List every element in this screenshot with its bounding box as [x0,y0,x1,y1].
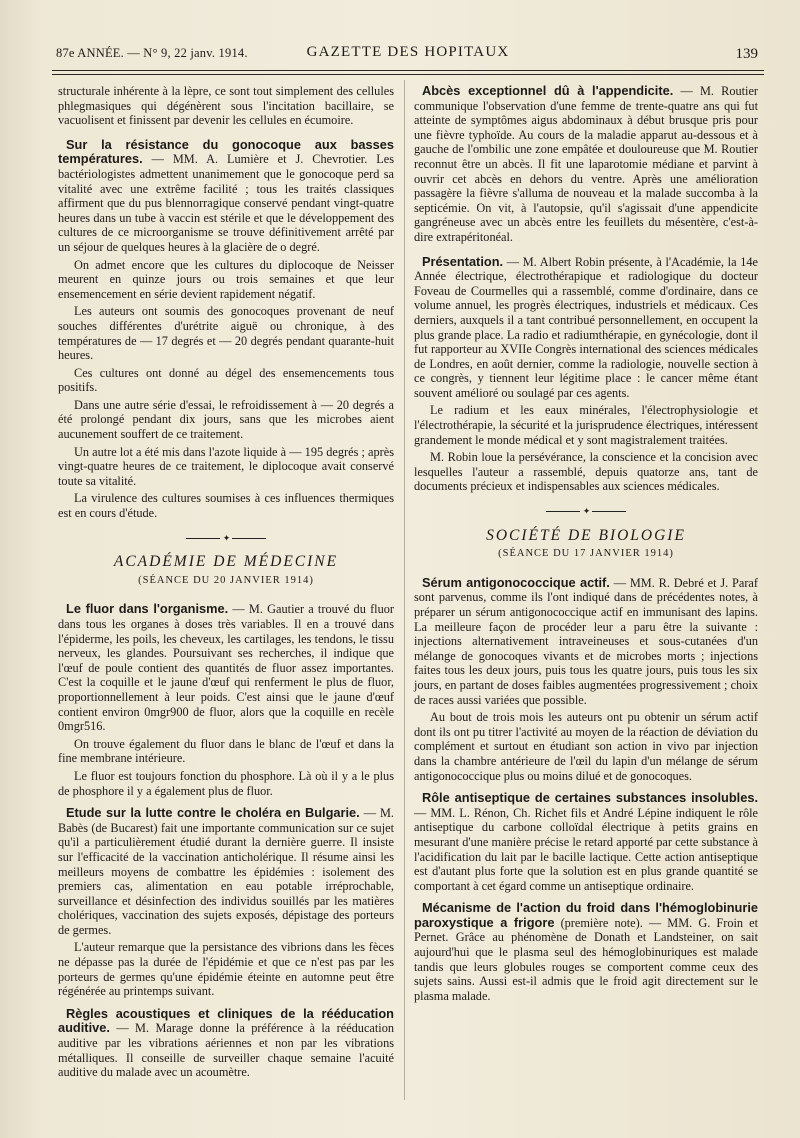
section-title-academie: ACADÉMIE DE MÉDECINE [113,553,339,571]
section-title-societe: SOCIÉTÉ DE BIOLOGIE [486,526,686,544]
article-acoustique [58,1007,394,1080]
article-intro: — MM. A. Lumière et J. Chevrotier. Les bactériologistes admettent unanimement que le gonocoque perd sa vitalité avec une extrême facilité ; tous les traités classiques affirment que du pus blennorragique conservé pendant vingt-quatre heures dans un tube à vaccin est stérile et que le développement des cultures de ce microorganisme se trouve définitivement arrêté par un séjour de quelques heures à la glacière de o degré. [58,152,394,254]
journal-title: GAZETTE DES HOPITAUX [306,44,510,60]
article-intro: — M. Albert Robin présente, à l'Académie, la 14e Année électrique, électrothérapique et radiologique du docteur Foveau de Courmelles qui a rassemblé, comme d'ordinaire, dans ce volume annuel, les progrès électriques, industriels et médicaux. Ces derniers, auxquels il a tant contribué personnellement, en occupent la plus grande place. La radio et radiumthérapie, en gynécologie, dont il fut rapporteur au XVIIe Congrès international des sciences médicales de Londres, en août dernier, comme la radiologie, nouvelle section à ce congrès, y tiennent leur légitime place : le cancer même étant souvent amélioré ou soulagé par ces agents. [414,254,758,400]
article-gonocoque [58,138,394,521]
paragraph: Le radium et les eaux minérales, l'électrophysiologie et l'électrothérapie, la sécurité et la jurisprudence électriques, intéressent grandement le monde médical et y sont magistralement traitées. [414,403,758,447]
paragraph: M. Robin loue la persévérance, la conscience et la concision avec lesquelles l'auteur a rassemblé, depuis quatorze ans, tant de documents précieux et indispensables aux sciences médicales. [414,450,758,494]
article-serum [414,576,758,783]
paragraph: Ces cultures ont donné au dégel des ensemencements tous positifs. [58,365,394,395]
right-column [414,84,758,1006]
left-column [58,84,394,1083]
article-title: Présentation. [422,253,504,269]
article-role [414,791,758,893]
header-rule [52,70,764,71]
article-intro: — MM. G. Froin et Pernet. Grâce au phénomène de Donath et Landsteiner, on sait aujourd'hui que le plasma seul des hémoglobinuriques est malade tandis que leurs globules rouges se comportent comme ceux des sujets sains. Aussi est-il admis que le froid agit directement sur le plasma malade. [414,915,759,1003]
seance-date: (SÉANCE DU 20 JANVIER 1914) [138,574,314,586]
article-intro: — M. Babès (de Bucarest) fait une importante communication sur ce sujet qu'il a particulièrement étudié durant la dernière guerre. Il insiste sur l'efficacité de la vaccination anticholérique. Il résume ainsi les meilleurs moyens de combattre les épidémies : isolement des premiers cas, alimentation en eau potable irréprochable, surveillance et désinfection des individus souillés par les matières cholériques, vaccination des sujets exposés, dépistage des porteurs de germes. [58,806,394,937]
paragraph: La virulence des cultures soumises à ces influences thermiques est en cours d'étude. [58,491,394,521]
header-rule-thin [52,74,764,75]
seance-date: (SÉANCE DU 17 JANVIER 1914) [498,548,674,560]
article-froid [414,901,758,1003]
paragraph: L'auteur remarque que la persistance des vibrions dans les fèces ne dépasse pas la durée de l'épidémie et que ce n'est pas par les porteurs de germes qu'une épidémie éteinte en automne peut être régénérée au printemps suivant. [58,940,394,999]
article-title: Règles acoustiques et cliniques de la rééducation auditive. [58,1005,394,1036]
page-header [52,44,764,66]
paragraph: On admet encore que les cultures du diplocoque de Neisser meurent en quinze jours ou trois semaines et que leur ensemencement en série devient rapidement négatif. [58,257,394,301]
article-title: Rôle antiseptique de certaines substances insolubles. [422,790,758,806]
article-title: Sérum antigonococcique actif. [422,574,610,590]
article-title: Mécanisme de l'action du froid dans l'hémoglobinurie paroxystique a frigore [414,900,758,930]
paragraph: Au bout de trois mois les auteurs ont pu obtenir un sérum actif dont ils ont pu titrer l'activité au moyen de la réaction de déviation du complément et surtout en étudiant son action in vivo par injection dans la chambre antérieure de l'œil du lapin d'un mélange de sérum antigonococcique plus ou moins dilué et de gonocoques. [414,710,758,783]
article-intro: — MM. R. Debré et J. Paraf sont parvenus, comme ils l'ont indiqué dans de précédentes notes, à préparer un sérum antigonococcique actif en immunisant des lapins. La meilleure façon de procéder leur a paru être la suivante : injections alternativement intraveineuses et sous-cutanées d'un mélange de gonocoques vivants et de microbes morts ; injections faites tous les deux jours, puis tous les quatre jours, puis tous les six jours, en partant de doses faibles augmentées progressivement ; choix de races aussi variées que possible. [414,575,758,707]
issue-info: 87e ANNÉE. — N° 9, 22 janv. 1914. [56,46,248,60]
paragraph: On trouve également du fluor dans le blanc de l'œuf et dans la fine membrane intérieure. [58,736,394,766]
ornament-divider: ✦ [414,504,758,519]
article-fluor [58,602,394,798]
article-title: Le fluor dans l'organisme. [66,601,229,617]
article-cholera [58,806,394,999]
ornament-divider: ✦ [58,531,394,546]
article-intro: — MM. L. Rénon, Ch. Richet fils et André Lépine indiquent le rôle antiseptique du carbone colloïdal électrique à petits grains en mesurant d'une manière précise le retard apporté par cette substance à l'acidification du lait par le bacille lactique. Cette action antiseptique est d'autant plus forte que la solution est en plus grande quantité se comportant à cet égard comme un antiseptique ordinaire. [414,805,758,893]
article-title: Sur la résistance du gonocoque aux basses températures. [58,136,394,167]
article-presentation [414,255,758,495]
article-title: Etude sur la lutte contre le choléra en Bulgarie. [66,805,360,821]
page-number: 139 [735,46,758,62]
column-divider [404,80,405,1100]
article-intro: — M. Marage donne la préférence à la rééducation auditive par les vibrations aériennes et non par les vibrations métalliques. Il conseille de surveiller chaque semaine l'acuité auditive du malade avec un acoumètre. [58,1021,394,1080]
article-intro: — M. Gautier a trouvé du fluor dans tous les organes à doses très variables. Il en a trouvé dans l'épiderme, les poils, les cheveux, les cartilages, les tendons, le tissu nerveux, les glandes. Poursuivant ses recherches, il indique que l'œuf de poule contient des quantités de fluor assez importantes. C'est la coquille et le jaune d'œuf qui renferment le plus de fluor, proportionnellement à leur poids. C'est ainsi que le jaune d'œuf contient environ 0mgr900 de fluor, alors que la coquille en recèle 0mgr516. [58,602,394,734]
paragraph: Le fluor est toujours fonction du phosphore. Là où il y a le plus de phosphore il y a également plus de fluor. [58,768,394,798]
article-abces [414,84,758,245]
paragraph: Les auteurs ont soumis des gonocoques provenant de neuf souches différentes d'urétrite aiguë ou chronique, à des températures de — 17 degrés et — 20 degrés pendant quarante-huit heures. [58,304,394,363]
paragraph: Un autre lot a été mis dans l'azote liquide à — 195 degrés ; après vingt-quatre heures de ce traitement, le diplocoque avait conservé toute sa vitalité. [58,444,394,488]
article-intro: — M. Routier communique l'observation d'une femme de trente-quatre ans qui fut atteinte de symptômes aigus abdominaux à début brusque pris pour une fièvre typhoïde. Au cours de la maladie apparut au-dessous et à gauche de l'ombilic une zone empâtée et douloureuse que M. Routier reconnut être un abcès. Il fit une laparotomie médiane et parvint à ouvrir cet abcès en dehors du ventre. Après une amélioration passagère la fièvre s'alluma de nouveau et la malade succomba à la septicémie. On vit, à l'autopsie, qu'il s'agissait d'une appendicite gangréneuse avec un abcès entre les feuillets du mésentère, c'est-à-dire extrapéritonéal. [414,84,759,244]
paragraph: Dans une autre série d'essai, le refroidissement à — 20 degrés a été prolongé pendant dix jours, sans que les microbes aient aucunement souffert de ce traitement. [58,397,394,442]
intro-paragraph: structurale inhérente à la lèpre, ce sont tout simplement des cellules phlegmasiques qui dégénèrent sous l'incitation bacillaire, se vacuolisent et finissent par devenir les cellules en écumoire. [58,84,394,128]
article-note: (première note). [560,915,643,930]
article-title: Abcès exceptionnel dû à l'appendicite. [422,83,674,98]
